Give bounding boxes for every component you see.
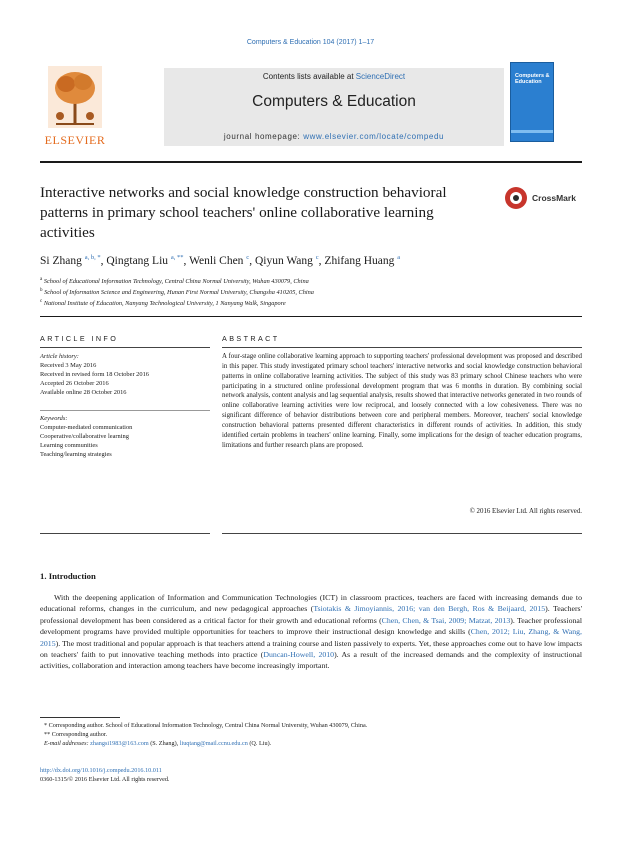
elsevier-wordmark: ELSEVIER [44,133,106,147]
elsevier-logo[interactable] [40,66,110,148]
journal-cover-thumbnail[interactable] [510,62,554,142]
author-affil-marks[interactable]: c [315,254,319,261]
article-identifiers [40,766,169,785]
footnote-corresponding-2: ** Corresponding author. [44,730,108,738]
email-link-liu[interactable]: liuqtang@mail.ccnu.edu.cn [179,739,248,747]
contents-prefix: Contents lists available at [262,72,356,81]
article-title: Interactive networks and social knowledge construction behavioral patterns in primary school teachers' online collaborative learning activities [40,184,447,241]
article-info-bottom-rule [40,533,210,534]
journal-reference[interactable]: Computers & Education 104 (2017) 1–17 [246,39,375,46]
footnote-corresponding-1: * Corresponding author. School of Educational Information Technology, Central China Normal University, Wuhan 430079, China. [44,722,368,729]
email-owner: (S. Zhang), [148,739,180,747]
masthead-divider [40,161,582,163]
affiliation-item: $^b$ School of Information Science and Engineering, Hunan First Normal University, Changsha 410205, China [40,288,314,297]
article-history-label: Article history: [40,353,79,360]
citation-link[interactable]: Duncan-Howell, 2010 [263,650,335,660]
keyword-item: Learning communities [40,442,98,449]
abstract-heading: ABSTRACT [222,334,280,343]
masthead [40,62,582,156]
sciencedirect-link[interactable]: ScienceDirect [355,72,406,81]
footnote-emails [40,740,582,749]
masthead-banner [164,68,504,146]
cover-title: Computers & Education [515,73,550,85]
cover-stripe [511,130,553,133]
author-name[interactable]: Wenli Chen [189,254,244,267]
keywords [40,414,212,459]
introduction-heading: 1. Introduction [40,571,96,581]
affiliation-item: $^c$ National Institute of Education, Nanyang Technological University, 1 Nanyang Walk, Singapore [40,299,286,308]
keyword-item: Teaching/learning strategies [40,451,112,458]
author-name[interactable]: Qingtang Liu [106,254,169,267]
keywords-label: Keywords: [40,415,68,422]
author-name[interactable]: Zhifang Huang [324,254,395,267]
doi-link[interactable]: http://dx.doi.org/10.1016/j.compedu.2016.10.011 [40,767,162,774]
elsevier-tree-icon [48,66,102,128]
crossmark-label: CrossMark [532,193,576,203]
article-info-heading: ARTICLE INFO [40,334,119,343]
introduction-paragraph [40,592,582,672]
homepage-prefix: journal homepage: [223,132,304,141]
keyword-item: Cooperative/collaborative learning [40,433,129,440]
issn-line: 0360-1315/© 2016 Elsevier Ltd. All rights reserved. [40,776,170,784]
keywords-divider [40,410,210,411]
author-name[interactable]: Qiyun Wang [254,254,313,267]
author-affil-marks[interactable]: a, b, * [84,254,101,261]
intro-text: With the deepening application of Information and Communication Technologies (ICT) in classroom practices, teachers are faced with increasing demands due to educational reforms, changes in the curriculum, and new pedagogical approaches ( [40,593,582,614]
abstract-copyright: © 2016 Elsevier Ltd. All rights reserved. [469,508,582,515]
intro-text: ). Teacher professional development programs have provided multiple opportunities for teachers to improve their instructional design knowledge and skills ( [40,615,583,637]
affiliation-item: $^a$ School of Educational Information Technology, Central China Normal University, Wuhan 430079, China [40,277,309,286]
citation-link[interactable]: Chen, Chen, & Tsai, 2009; Matzat, 2013 [381,615,511,625]
history-item: Accepted 26 October 2016 [40,380,109,387]
author-affil-marks[interactable]: a [397,254,401,261]
journal-homepage-line [164,132,504,141]
email-link-zhang[interactable]: zhangsi1983@163.com [90,739,149,747]
intro-text: ). The most traditional and popular approach is that teachers attend a training course and listen passively to experts. Yet, these approaches come out to have low impacts on teachers' faith to put innovative teaching methods into practice ( [40,638,582,660]
crossmark-icon [505,187,527,209]
author-name[interactable]: Si Zhang [40,254,82,267]
author-list: Si Zhang $^{a, b, *}$, Qingtang Liu $^{a, **}$, Wenli Chen $^c$, Qiyun Wang $^c$, Zhifang Huang $^a$ [40,254,401,267]
author-affil-marks[interactable]: a, ** [170,254,184,261]
citation-link[interactable]: Chen, 2012; Liu, Zhang, & Wang, 2015 [40,627,582,648]
intro-text: ). Teachers' professional development has been considered as a critical factor for their growth and educational reforms ( [40,604,582,625]
crossmark-badge[interactable] [505,187,585,213]
article-info-rule [40,347,210,348]
abstract-text: A four-stage online collaborative learning approach to supporting teachers' professional development was proposed and described in this paper. This study investigated primary school teachers' interactive networks and social knowledge construction behavioral patterns in online collaborative learning activities. The subject of this study was 83 primary school Chinese teachers who were participating in a structured online professional development program that was 6 months in duration. By combining social network analysis, content analysis and lag sequential analysis, results showed that interactive networks generated in two rounds of online collaborative learning activities were low reciprocal, and loosely connected with a low cohesiveness. There was no significant difference of behavior distributions between core and peripheral members. Moreover, teachers' social knowledge construction behavioral patterns presented different characteristics in different rounds of activities. In addition, this study identified certain problems in teachers' online learning. Finally, some implications for the design of teacher education programs, limitations and further research plans are proposed. [222,353,582,449]
intro-text: ). As a result of the increased demands and the complexity of instructional activities, collaboration and interaction among teachers have become increasingly important. [40,650,582,671]
affiliation-list [40,275,600,308]
history-item: Received 3 May 2016 [40,362,97,369]
email-label: E-mail addresses: [44,739,91,747]
abstract-rule [222,347,582,348]
citation-link[interactable]: Tsiotakis & Jimoyiannis, 2016; van den Bergh, Ros & Beijaard, 2015 [313,604,546,614]
article-history [40,352,212,397]
homepage-link[interactable]: www.elsevier.com/locate/compedu [303,132,445,141]
journal-title: Computers & Education [252,93,416,110]
keyword-item: Computer-mediated communication [40,424,133,431]
abstract-bottom-rule [222,533,582,534]
footnote-divider [40,717,120,718]
email-owner: (Q. Liu). [247,739,272,747]
history-item: Received in revised form 18 October 2016 [40,371,149,378]
author-affil-marks[interactable]: c [246,254,250,261]
contents-available-line [164,72,504,81]
history-item: Available online 28 October 2016 [40,389,127,396]
footnotes [40,722,582,748]
affiliation-divider [40,316,582,317]
